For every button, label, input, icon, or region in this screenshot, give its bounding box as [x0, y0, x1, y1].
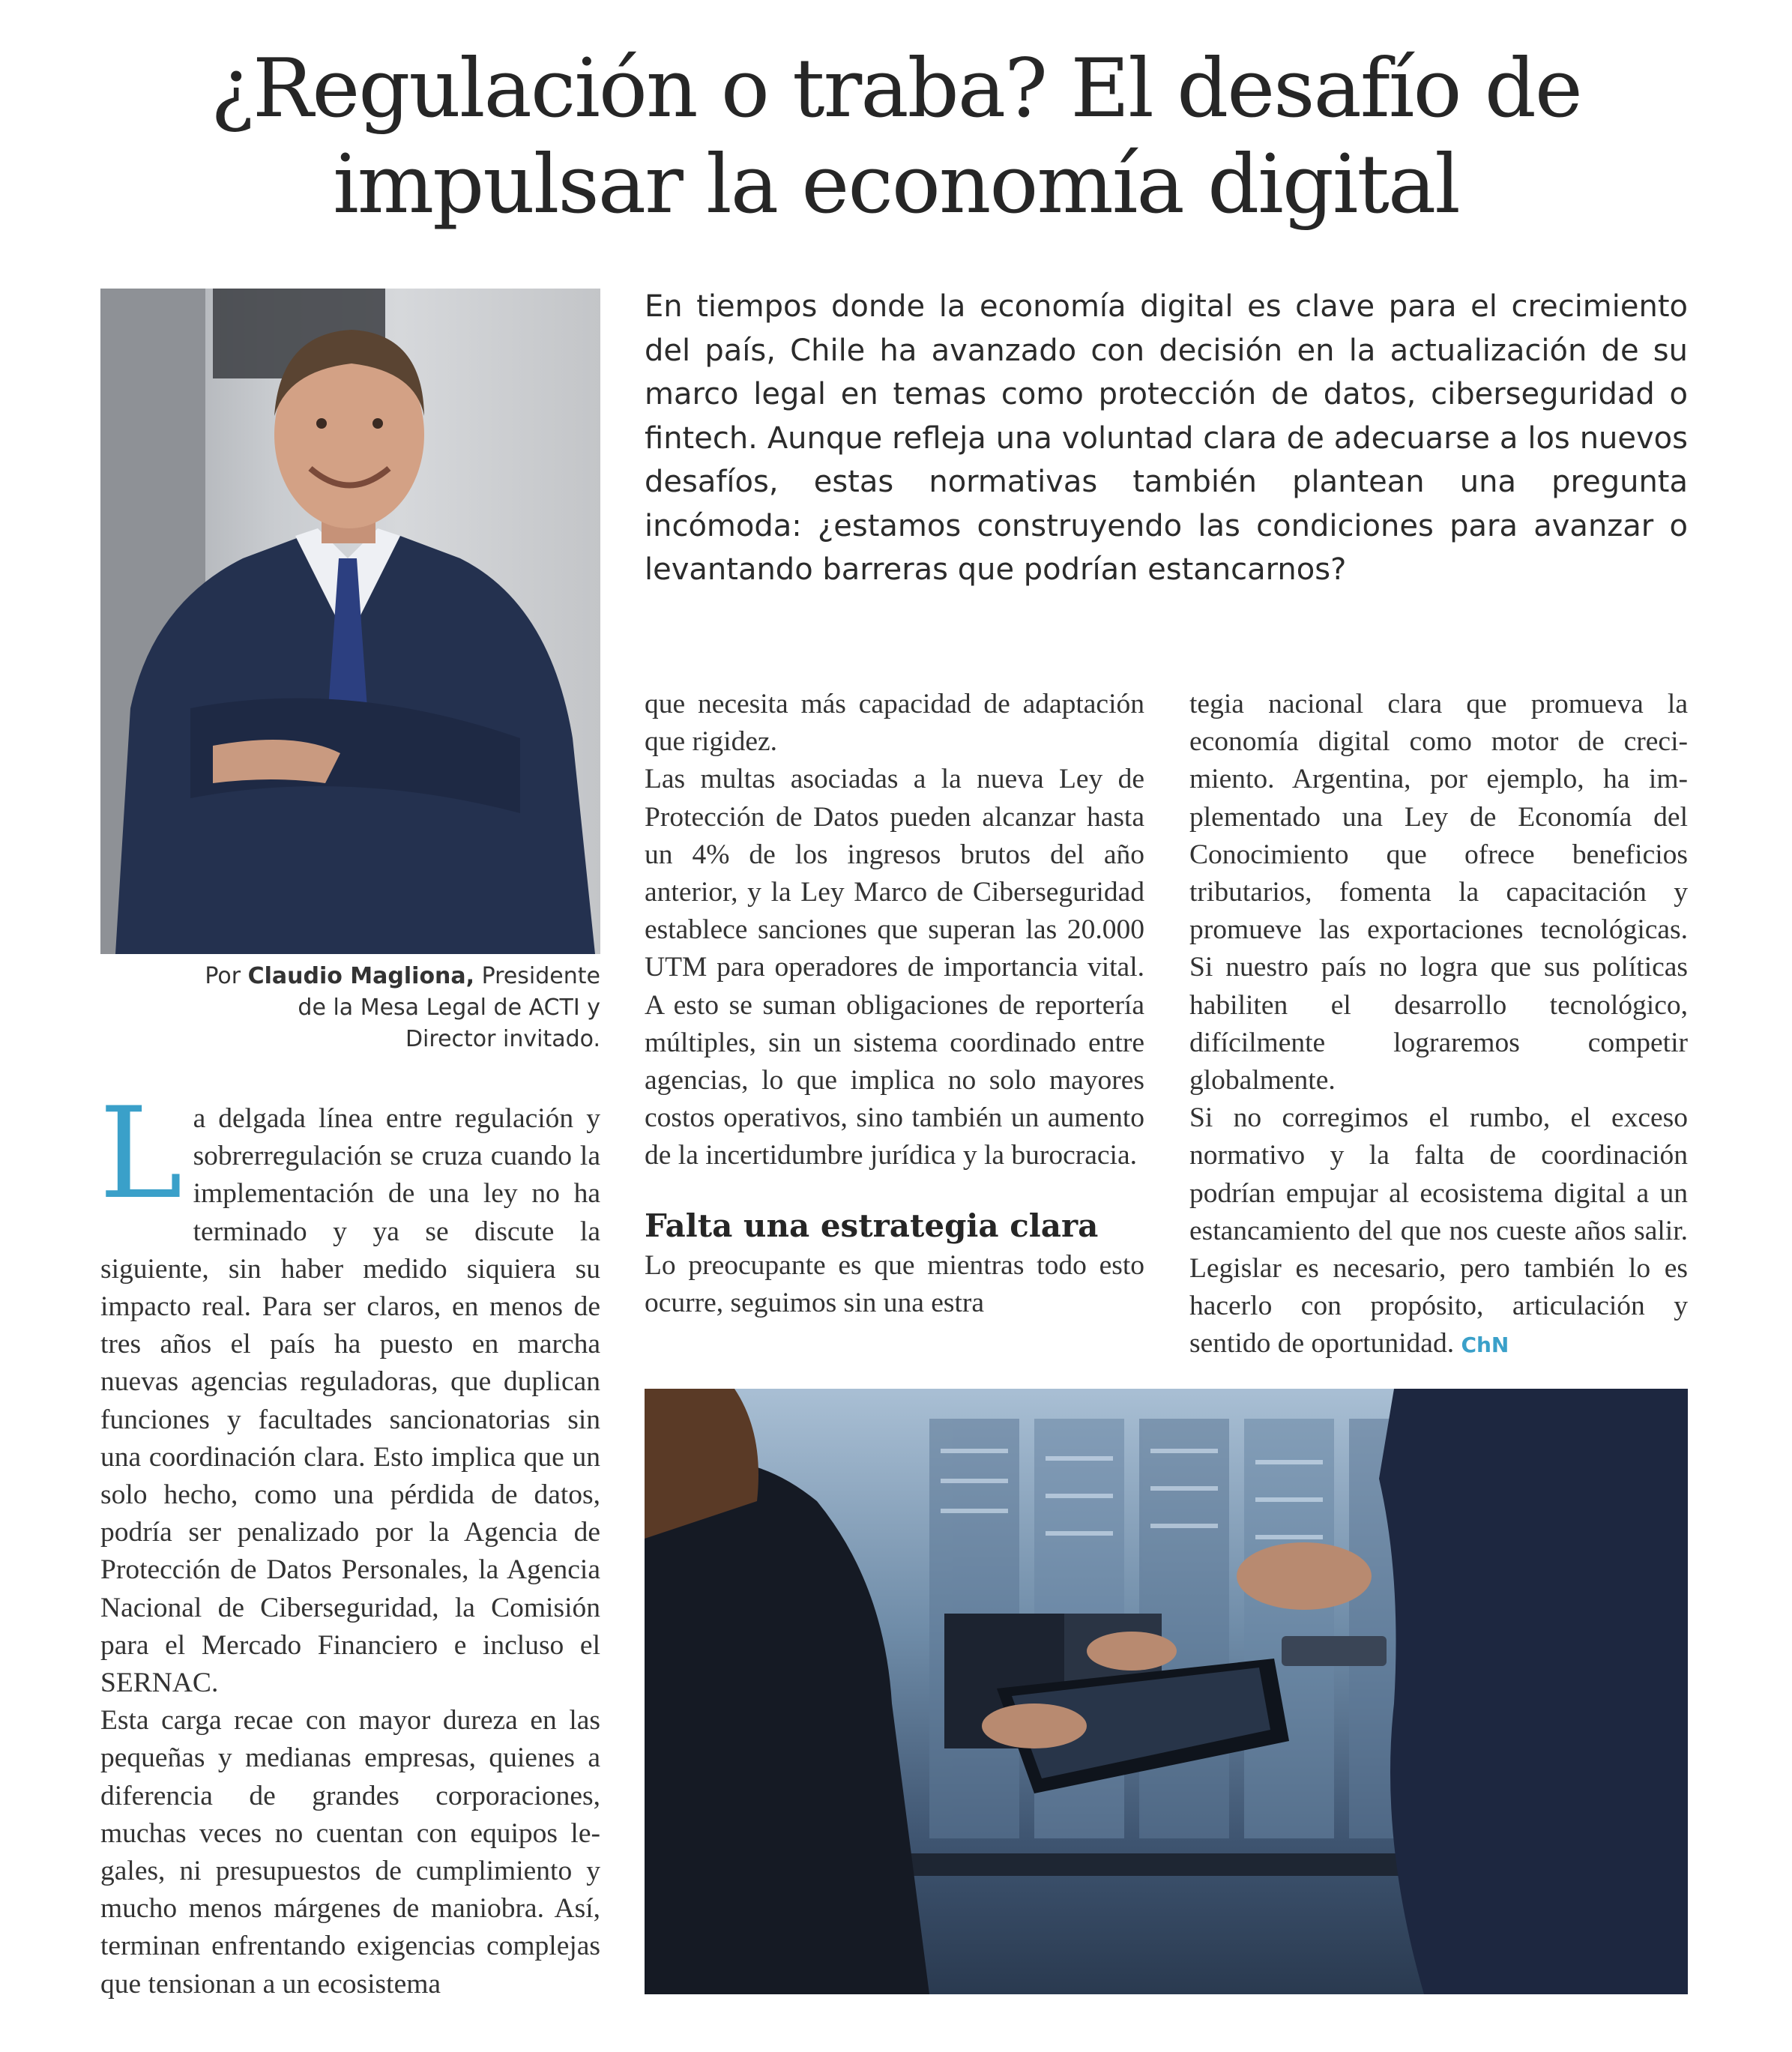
- paragraph-3: Las multas asociadas a la nueva Ley de Protección de Datos pueden alcanzar hasta un 4% de los ingresos brutos del año anterior, y la Ley Marco de Ciberseguridad establece sanciones que superan las 20.000 UTM para operadores de importancia vital. A esto se suman obligaciones de reportería múltiples, sin un sistema coordinado entre agencias, lo que implica no solo mayores costos operativos, sino también un aumento de la incertidumbre jurídica y la burocracia.: [645, 764, 1144, 1171]
- paragraph-5: [1189, 1099, 1688, 1364]
- paragraph-4b: tegia nacional clara que promueva la economía digital como motor de crecimiento. Argentina, por ejemplo, ha implementado una Ley de Economía del Conocimiento que ofrece beneficios tributarios, fomenta la capacitación y promueve las exportaciones tecnológicas. Si nuestro país no logra que sus políticas habiliten el desarrollo tecnológico, difícilmente lograremos competir globalmente.: [1189, 689, 1688, 1096]
- headline-line-2: impulsar la economía digital: [333, 138, 1459, 232]
- lead-paragraph: En tiempos donde la economía digital es clave para el crecimiento del país, Chile ha avanzado con decisión en la actualización de su marco legal en temas como protección de datos, ciberseguridad o fintech. Aunque refleja una voluntad clara de adecuarse a los nuevos desafíos, estas normativas también plantean una pregunta incómoda: ¿estamos construyendo las condiciones para avanzar o levantando barreras que podrían estancarnos?: [645, 289, 1688, 587]
- author-caption: [100, 961, 600, 1055]
- author-portrait: [100, 289, 600, 954]
- paragraph-5-text: Si no corregimos el rumbo, el exceso normativo y la falta de coordinación podrían empujar al ecosistema digital a un estancamiento del que nos cueste años salir. Legislar es necesario, pero también lo es hacerlo con propósito, articulación y sentido de oportunidad.: [1189, 1102, 1688, 1360]
- headline-line-1: ¿Regulación o traba? El desafío de: [211, 42, 1581, 136]
- article-column-2: [645, 686, 1144, 1322]
- author-name: Claudio Magliona,: [247, 963, 475, 989]
- signature-mark: ChN: [1461, 1333, 1509, 1358]
- author-portrait-illustration: [100, 289, 600, 954]
- section-subhead: Falta una estrategia clara: [645, 1207, 1099, 1244]
- author-title: Director invitado.: [405, 1026, 600, 1052]
- article-column-1: [99, 1080, 600, 2003]
- paragraph-2b: que necesita más capacidad de adaptación que rigidez.: [645, 689, 1144, 758]
- server-room-photo: [645, 1389, 1688, 1994]
- paragraph-4a: Lo preocupante es que mientras todo esto ocurre, seguimos sin una estra: [645, 1249, 1144, 1318]
- caption-prefix: Por: [205, 963, 248, 989]
- author-role: Presidente: [474, 963, 600, 989]
- article-column-3: [1189, 686, 1688, 1365]
- paragraph-1: [99, 1080, 600, 1702]
- paragraph-1-text: a delgada línea entre regulación y sobrerregulación se cruza cuando la implementación de una ley no ha terminado y ya se discute la siguiente, sin haber medido siquiera su impacto real. Para ser claros, en menos de tres años el país ha puesto en marcha nuevas agencias reguladoras, que duplican funciones y facultades sancionatorias sin una coordinación clara. Esto implica que un solo hecho, como una pérdida de datos, podría ser penalizado por la Agencia de Protección de Datos Personales, la Agencia Nacional de Ciberseguridad, la Comisión para el Mercado Financiero e incluso el SERNAC.: [100, 1103, 600, 1699]
- paragraph-2a: Esta carga recae con mayor dureza en las pequeñas y medianas empresas, quienes a diferencia de grandes corporaciones, muchas veces no cuentan con equipos legales, ni presupuestos de cumplimiento y mucho menos márgenes de maniobra. Así, terminan enfrentando exigencias complejas que tensionan a un ecosistema: [100, 1705, 600, 2000]
- drop-cap: L: [99, 1080, 183, 1227]
- headline: [45, 41, 1747, 233]
- server-room-illustration: [645, 1389, 1688, 1994]
- author-organization: de la Mesa Legal de ACTI y: [298, 995, 600, 1021]
